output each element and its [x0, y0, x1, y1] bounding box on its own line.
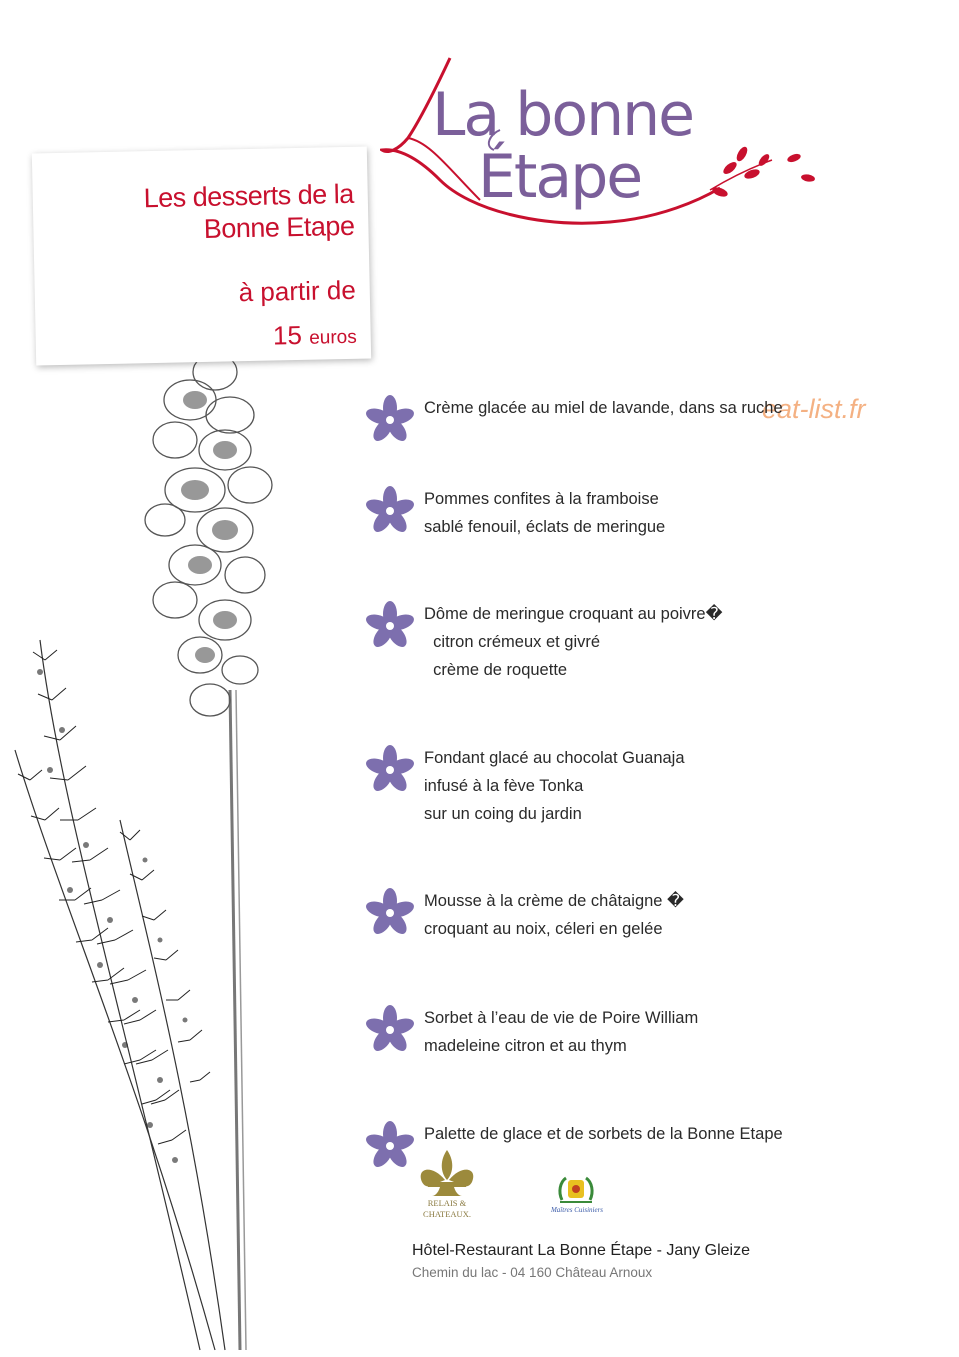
menu-item-line: Palette de glace et de sorbets de la Bonne Etape [424, 1125, 783, 1143]
restaurant-name: Hôtel-Restaurant La Bonne Étape - Jany Gleize [412, 1242, 750, 1259]
lavender-flower-icon [364, 1120, 416, 1172]
menu-item-line: infusé à la fève Tonka [424, 777, 584, 795]
relais-line1: RELAIS & [427, 1198, 467, 1208]
menu-item-text [424, 1004, 698, 1060]
card-title-line1: Les desserts de la [143, 178, 355, 214]
menu-item-line: croquant au noix, céleri en gelée [424, 920, 663, 938]
menu-item-line: sur un coing du jardin [424, 805, 582, 823]
card-title-line2: Bonne Etape [203, 210, 355, 244]
lavender-flower-icon [364, 887, 416, 939]
logo-word-2: Étape [478, 142, 642, 212]
lavender-flower-icon [364, 744, 416, 796]
menu-item-text [424, 394, 783, 422]
lavender-flower-icon [364, 600, 416, 652]
menu-item-line: citron crémeux et givré [424, 633, 601, 651]
menu-item-line: Sorbet à l’eau de vie de Poire William [424, 1009, 699, 1027]
price-amount: 15 [272, 319, 303, 351]
menu-item-line: sablé fenouil, éclats de meringue [424, 518, 666, 536]
lavender-flower-icon [364, 485, 416, 537]
menu-item-line: Mousse à la crème de châtaigne � [424, 892, 684, 910]
menu-item-line: Pommes confites à la framboise [424, 490, 659, 508]
lavender-flower-icon [364, 1004, 416, 1056]
menu-item-line: Crème glacée au miel de lavande, dans sa ruche [424, 399, 783, 417]
menu-item-line: Fondant glacé au chocolat Guanaja [424, 749, 685, 767]
menu-item-text [424, 1120, 783, 1148]
watermark: eat-list.fr [762, 394, 866, 424]
menu-item-text [424, 744, 685, 828]
menu-item-line: madeleine citron et au thym [424, 1037, 627, 1055]
title-card [32, 147, 371, 366]
menu-item-text [424, 600, 723, 684]
menu-item-text [424, 887, 684, 943]
menu-item-text [424, 485, 665, 541]
menu-item-line: crème de roquette [424, 661, 568, 679]
menu-item-line: Dôme de meringue croquant au poivre� [424, 605, 723, 623]
relais-line2: CHATEAUX. [423, 1209, 471, 1219]
la-bonne-etape-logo [380, 50, 820, 240]
price [273, 319, 357, 352]
price-prefix: à partir de [238, 274, 357, 308]
relais-chateaux-text [410, 1198, 484, 1220]
lavender-sketch-illustration [0, 300, 340, 1357]
price-unit: euros [308, 326, 357, 349]
restaurant-address: Chemin du lac - 04 160 Château Arnoux [412, 1265, 653, 1280]
maitres-cuisiniers-text: Maîtres Cuisiniers [550, 1206, 604, 1214]
logo-word-1: La bonne [432, 80, 694, 150]
maitres-cuisiniers-laurel-icon [548, 1172, 604, 1222]
lavender-flower-icon [364, 394, 416, 446]
